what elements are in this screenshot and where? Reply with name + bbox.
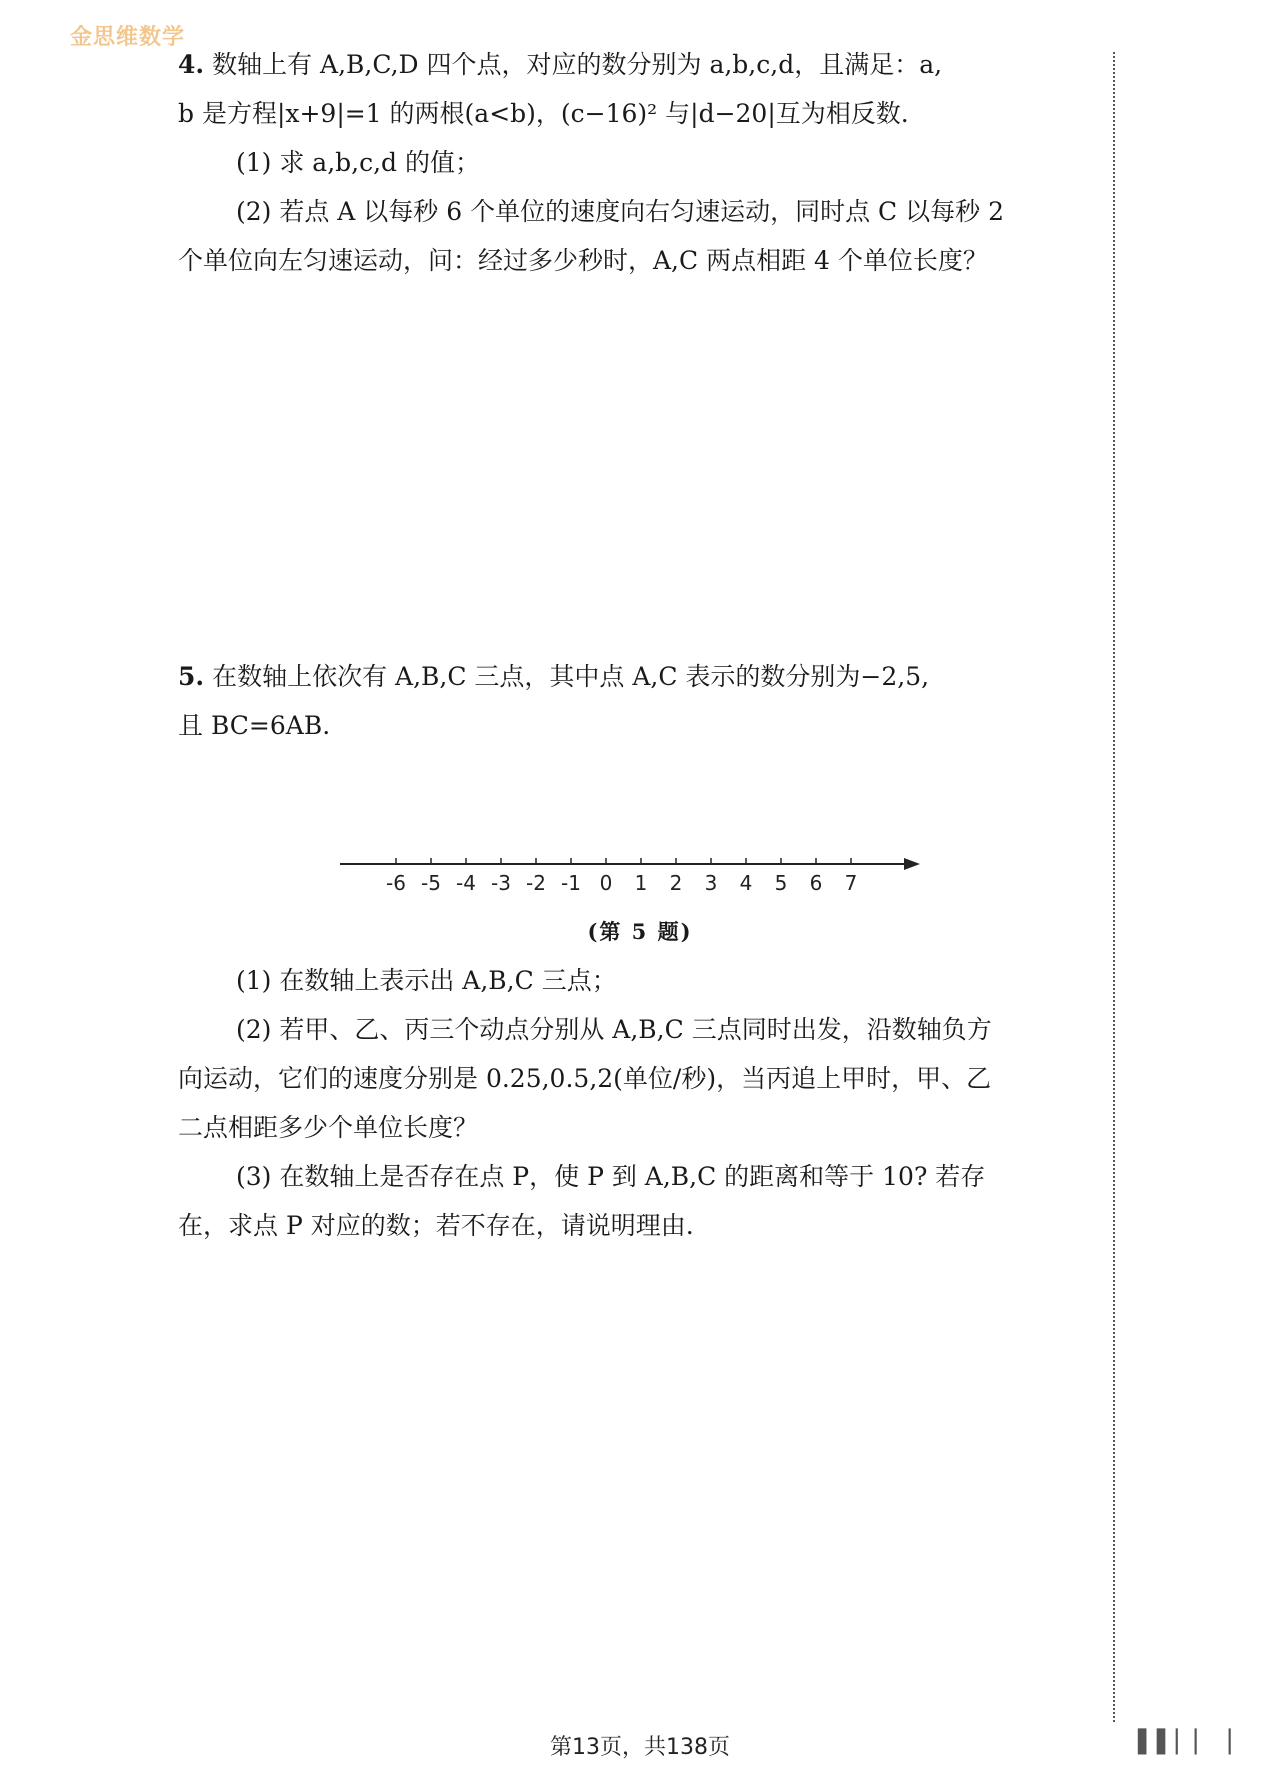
q4-text-line1: 数轴上有 A,B,C,D 四个点，对应的数分别为 a,b,c,d，且满足：a,	[212, 50, 943, 79]
number-line-tick-label: -2	[526, 871, 546, 895]
margin-dotted-line	[1113, 52, 1115, 1722]
q5-part2-line2: 向运动，它们的速度分别是 0.25,0.5,2(单位/秒)，当丙追上甲时，甲、乙	[178, 1064, 992, 1093]
number-line-tick-label: -3	[491, 871, 511, 895]
number-line-figure	[330, 846, 930, 906]
number-line-tick-label: 1	[634, 871, 648, 895]
q5-part1: (1) 在数轴上表示出 A,B,C 三点；	[236, 966, 617, 995]
q4-part2-line1: (2) 若点 A 以每秒 6 个单位的速度向右匀速运动，同时点 C 以每秒 2	[236, 197, 1004, 226]
q4-part2-line2: 个单位向左匀速运动，问：经过多少秒时，A,C 两点相距 4 个单位长度？	[178, 246, 988, 275]
q4-line1	[178, 40, 1088, 89]
q5-number: 5.	[178, 662, 205, 691]
number-line-tick-label: 4	[739, 871, 753, 895]
number-line-tick-label: -6	[386, 871, 406, 895]
number-line-tick-label: 2	[669, 871, 683, 895]
q4-number: 4.	[178, 50, 205, 79]
q5-part2-line3: 二点相距多少个单位长度？	[178, 1113, 479, 1142]
number-line-tick-label: 6	[809, 871, 823, 895]
q5-part3-line1: (3) 在数轴上是否存在点 P，使 P 到 A,B,C 的距离和等于 10? 若存	[236, 1162, 986, 1191]
q5-part2-line1: (2) 若甲、乙、丙三个动点分别从 A,B,C 三点同时出发，沿数轴负方	[236, 1015, 992, 1044]
number-line-tick-label: 7	[844, 871, 858, 895]
q5-line1	[178, 652, 1088, 701]
scroll-marks: ▌▌▏▏▕	[1138, 1730, 1233, 1755]
number-line-tick-label: -1	[561, 871, 581, 895]
number-line-tick-label: 0	[599, 871, 613, 895]
q4-text-line2: b 是方程|x+9|=1 的两根(a<b)，(c−16)² 与|d−20|互为相反数.	[178, 99, 909, 128]
q5-text-line1: 在数轴上依次有 A,B,C 三点，其中点 A,C 表示的数分别为−2,5,	[212, 662, 930, 691]
number-line-arrow	[904, 858, 920, 870]
page-indicator: 第13页，共138页	[550, 1735, 730, 1760]
q5-text-line2: 且 BC=6AB.	[178, 711, 331, 740]
figure-caption: (第 5 题)	[587, 919, 693, 944]
q5-part3-line2: 在，求点 P 对应的数；若不存在，请说明理由.	[178, 1211, 694, 1240]
number-line-tick-label: -5	[421, 871, 441, 895]
number-line-tick-label: -4	[456, 871, 476, 895]
number-line-tick-label: 3	[704, 871, 718, 895]
number-line-tick-label: 5	[774, 871, 788, 895]
q4-part1: (1) 求 a,b,c,d 的值；	[236, 148, 481, 177]
watermark-logo: 金思维数学	[70, 25, 186, 50]
